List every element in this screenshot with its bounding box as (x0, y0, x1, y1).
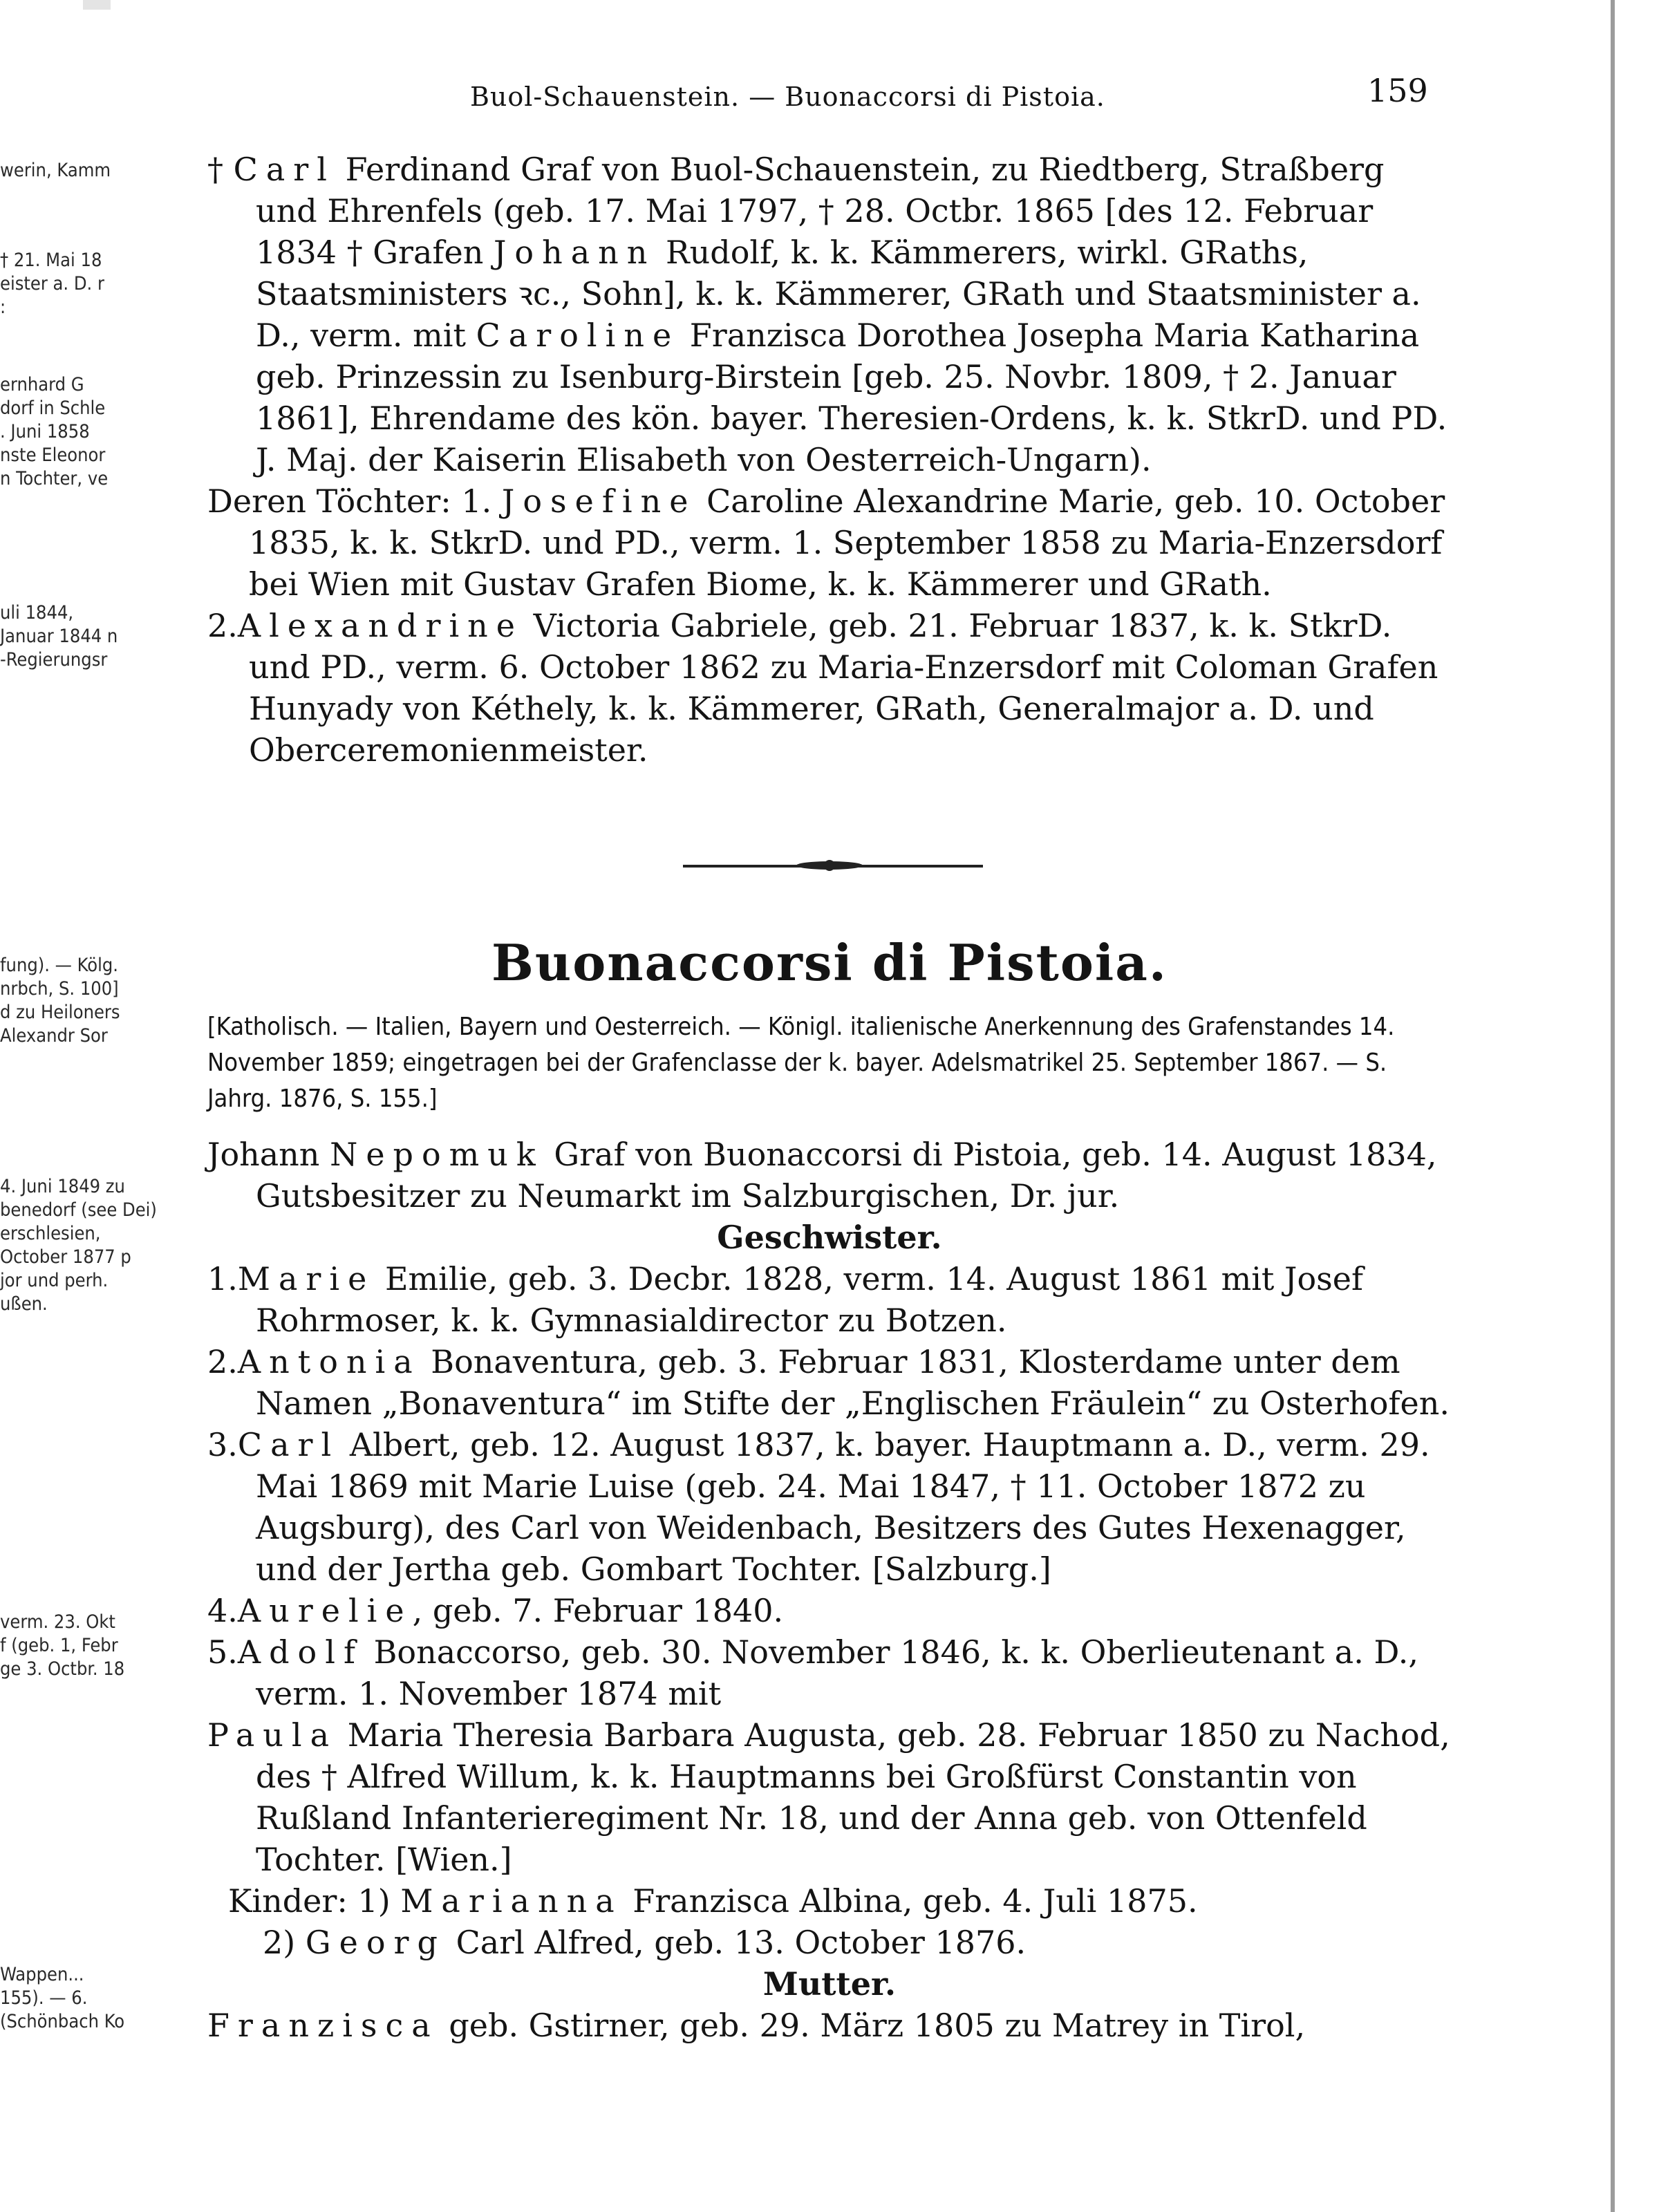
person-name: Caroline (476, 317, 680, 354)
person-name: Georg (305, 1924, 446, 1961)
entry-carl-ferdinand (207, 149, 1452, 771)
list-number: 5. (207, 1633, 238, 1671)
head-paragraph (207, 1134, 1452, 1217)
divider-ornament-icon (791, 859, 868, 872)
list-number: 2. (207, 607, 238, 644)
section-meta: [Katholisch. — Italien, Bayern und Oesterreich. — Königl. italienische Anerkennung des Grafenstandes 14. November 1859; eingetragen bei der Grafenclasse der k. bayer. Adelsmatrikel 25. September 1867. — S. Jahrg. 1876, S. 155.] (207, 1013, 1395, 1113)
margin-line: Wappen... (0, 1964, 84, 1985)
sibling-item (207, 1590, 1452, 1631)
person-name: Alexandrine (237, 607, 524, 644)
margin-line: -Regierungsr (0, 649, 108, 671)
person-name: Paula (207, 1716, 338, 1754)
entry-text: Albert, geb. 12. August 1837, k. bayer. Hauptmann a. D., verm. 29. Mai 1869 mit Marie Luise (geb. 24. Mai 1847, † 11. October 1872 zu Augsburg), des Carl von Weidenbach, Besitzers des Gutes Hexenagger, und der Jertha geb. Gombart Tochter. [Salzburg.] (256, 1426, 1430, 1588)
margin-line: uli 1844, (0, 602, 74, 624)
margin-line: : (0, 297, 6, 318)
person-name: Johann (207, 1136, 320, 1173)
running-title: Buol-Schauenstein. — Buonaccorsi di Pistoia. (470, 82, 1105, 112)
person-name: Nepomuk (330, 1136, 544, 1173)
person-name: Marie (237, 1260, 375, 1297)
entry-text: Rudolf, k. k. Kämmerers, wirkl. GRaths, Staatsministers ꝛc., Sohn], k. k. Kämmerer, GRath und Staatsminister a. D., verm. mit (256, 234, 1421, 354)
entry-text: Emilie, geb. 3. Decbr. 1828, verm. 14. August 1861 mit Josef Rohrmoser, k. k. Gymnasialdirector zu Botzen. (256, 1260, 1364, 1339)
margin-line: fung). — Kölg. (0, 955, 119, 976)
cross-symbol: † (207, 151, 223, 188)
margin-block-6 (0, 1175, 157, 1316)
margin-line: † 21. Mai 18 (0, 250, 102, 271)
entry-text: , geb. 7. Februar 1840. (412, 1592, 784, 1629)
margin-block-2 (0, 249, 118, 319)
entry-text: Caroline Alexandrine Marie, geb. 10. October 1835, k. k. StkrD. und PD., verm. 1. September 1858 zu Maria-Enzersdorf bei Wien mit Gustav Grafen Biome, k. k. Kämmerer und GRath. (249, 482, 1445, 603)
margin-line: f (geb. 1, Febr (0, 1635, 118, 1656)
margin-block-3 (0, 373, 118, 491)
entry-text: Carl Alfred, geb. 13. October 1876. (445, 1924, 1027, 1961)
margin-block-4 (0, 601, 118, 672)
daughters-label: Deren Töchter: 1. (207, 482, 492, 520)
entry-buonaccorsi (207, 1134, 1452, 2046)
margin-line: nrbch, S. 100] (0, 978, 119, 1000)
entry-text: Ferdinand Graf von Buol-Schauenstein, zu Riedtberg, Straßberg und Ehrenfels (geb. 17. Mai 1797, † 28. Octbr. 1865 [des 12. Februar 1834 † Grafen (256, 151, 1385, 271)
entry-text: Bonaventura, geb. 3. Februar 1831, Klosterdame unter dem Namen „Bonaventura“ im Stifte der „Englischen Fräulein“ zu Osterhofen. (256, 1343, 1450, 1422)
entry-text: Victoria Gabriele, geb. 21. Februar 1837, k. k. StkrD. und PD., verm. 6. October 1862 zu Maria-Enzersdorf mit Coloman Grafen Hunyady von Kéthely, k. k. Kämmerer, GRath, Generalmajor a. D. und Oberceremonienmeister. (249, 607, 1438, 769)
list-number: 2) (263, 1924, 296, 1961)
margin-block-1 (0, 159, 118, 182)
entry-text: Graf von Buonaccorsi di Pistoia, geb. 14. August 1834, Gutsbesitzer zu Neumarkt im Salzburgischen, Dr. jur. (256, 1136, 1437, 1215)
person-name: Carl (233, 151, 335, 188)
person-name: Carl (237, 1426, 340, 1463)
entry-text: Bonaccorso, geb. 30. November 1846, k. k. Oberlieutenant a. D., verm. 1. November 1874 mit (256, 1633, 1418, 1712)
sibling-item (207, 1258, 1452, 1341)
list-number: 4. (207, 1592, 238, 1629)
list-number: 2. (207, 1343, 238, 1380)
list-number: 3. (207, 1426, 238, 1463)
margin-line: erschlesien, (0, 1223, 101, 1244)
margin-line: ge 3. Octbr. 18 (0, 1658, 125, 1680)
margin-line: (Schönbach Ko (0, 2011, 125, 2032)
person-name: Adolf (237, 1633, 364, 1671)
mother-heading: Mutter. (762, 1965, 897, 2003)
margin-line: dorf in Schle (0, 397, 106, 419)
sibling-item (207, 1341, 1452, 1424)
entry-text: Franzisca Dorothea Josepha Maria Katharina geb. Prinzessin zu Isenburg-Birstein [geb. 25. Novbr. 1809, † 2. Januar 1861], Ehrendame des kön. bayer. Theresien-Ordens, k. k. StkrD. und PD. J. Maj. der Kaiserin Elisabeth von Oesterreich-Ungarn). (256, 317, 1447, 478)
list-number: 1. (207, 1260, 238, 1297)
spouse-paragraph (207, 1714, 1452, 1880)
entry-text: Maria Theresia Barbara Augusta, geb. 28. Februar 1850 zu Nachod, des † Alfred Willum, k. k. Hauptmanns bei Großfürst Constantin von Rußland Infanterieregiment Nr. 18, und der Anna geb. von Ottenfeld Tochter. [Wien.] (256, 1716, 1450, 1878)
margin-line: Alexandr Sor (0, 1025, 108, 1047)
margin-line: eister a. D. r (0, 273, 104, 294)
children-label: Kinder: 1) (228, 1882, 391, 1920)
person-name: Marianna (400, 1882, 623, 1920)
margin-line: d zu Heiloners (0, 1002, 120, 1023)
margin-block-7 (0, 1611, 125, 1681)
person-name: Josefine (501, 482, 697, 520)
margin-line: benedorf (see Dei) (0, 1199, 157, 1221)
entry-paragraph (207, 149, 1452, 480)
person-name: Franzisca (207, 2007, 439, 2044)
margin-line: nste Eleonor (0, 444, 106, 466)
entry-text: Franzisca Albina, geb. 4. Juli 1875. (622, 1882, 1198, 1920)
person-name: Antonia (237, 1343, 421, 1380)
margin-line: jor und perh. (0, 1270, 109, 1291)
margin-line: October 1877 p (0, 1246, 131, 1268)
person-name: Aurelie (237, 1592, 413, 1629)
person-name: Johann (493, 234, 656, 271)
section-title: Buonaccorsi di Pistoia. (491, 933, 1168, 992)
siblings-heading: Geschwister. (717, 1219, 942, 1256)
daughters-paragraph (207, 480, 1452, 605)
sibling-item (207, 1424, 1452, 1590)
page-edge-line (1611, 0, 1615, 2212)
margin-line: n Tochter, ve (0, 468, 109, 489)
mother-paragraph (207, 2005, 1452, 2046)
children-paragraph (207, 1880, 1452, 1922)
margin-line: werin, Kamm (0, 160, 111, 181)
children-paragraph-2 (207, 1922, 1452, 1963)
scan-artifact (83, 0, 111, 10)
margin-line: ernhard G (0, 374, 84, 395)
daughter-2-paragraph (207, 605, 1452, 771)
margin-line: 4. Juni 1849 zu (0, 1176, 125, 1197)
margin-line: verm. 23. Okt (0, 1611, 115, 1633)
margin-line: . Juni 1858 (0, 421, 90, 442)
margin-line: Januar 1844 n (0, 626, 118, 647)
entry-text: geb. Gstirner, geb. 29. März 1805 zu Matrey in Tirol, (438, 2007, 1306, 2044)
margin-line: 155). — 6. (0, 1987, 88, 2009)
margin-block-8 (0, 1963, 125, 2034)
margin-line: ußen. (0, 1293, 48, 1315)
sibling-item (207, 1631, 1452, 1714)
page-number: 159 (1367, 72, 1428, 109)
